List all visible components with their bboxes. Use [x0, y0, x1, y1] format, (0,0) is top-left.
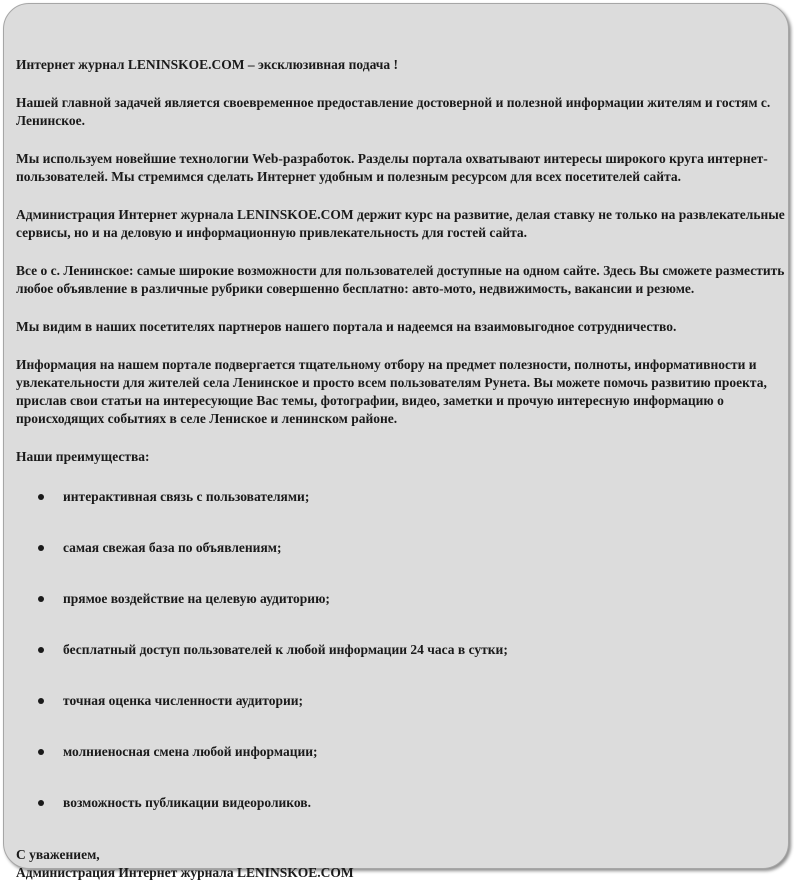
list-item-text: бесплатный доступ пользователей к любой информации 24 часа в сутки;	[63, 642, 508, 657]
list-item-text: самая свежая база по объявлениям;	[63, 540, 282, 555]
bullet-icon	[38, 545, 44, 551]
advantages-heading: Наши преимущества:	[16, 449, 150, 464]
list-item	[16, 590, 788, 608]
paragraph-technologies: Мы используем новейшие технологии Web-разработок. Разделы портала охватывают интересы широкого круга интернет-пользователей. Мы стремимся сделать Интернет удобным и полезным ресурсом для всех посетителей сайта.	[16, 151, 768, 184]
bullet-icon	[38, 596, 44, 602]
text-panel	[3, 3, 789, 880]
list-item	[16, 743, 788, 761]
advantages-list	[16, 488, 788, 812]
bullet-icon	[38, 494, 44, 500]
paragraph-mission: Нашей главной задачей является своевременное предоставление достоверной и полезной информации жителям и гостям с. Ленинское.	[16, 95, 771, 128]
bullet-icon	[38, 800, 44, 806]
paragraph-content-selection: Информация на нашем портале подвергается тщательному отбору на предмет полезности, полноты, информативности и увлекательности для жителей села Ленинское и просто всем пользователям Рунета. Вы можете помочь развитию проекта, прислав свои статьи на интересующие Вас темы, фотографии, видео, заметки и прочую интересную информацию о происходящих событиях в селе Лениское и ленинском районе.	[16, 357, 767, 426]
paragraph-partners: Мы видим в наших посетителях партнеров нашего портала и надеемся на взаимовыгодное сотрудничество.	[16, 319, 677, 334]
paragraph-classifieds: Все о с. Ленинское: самые широкие возможности для пользователей доступные на одном сайте. Здесь Вы сможете разместить любое объявление в различные рубрики совершенно бесплатно: авто-мото, недвижимость, вакансии и резюме.	[16, 263, 785, 296]
document-title: Интернет журнал LENINSKOE.COM – эксклюзивная подача !	[16, 57, 399, 72]
bullet-icon	[38, 647, 44, 653]
bullet-icon	[38, 698, 44, 704]
list-item	[16, 488, 788, 506]
list-item-text: молниеносная смена любой информации;	[63, 744, 318, 759]
list-item-text: точная оценка численности аудитории;	[63, 693, 304, 708]
paragraph-development: Администрация Интернет журнала LENINSKOE.COM держит курс на развитие, делая ставку не только на развлекательные сервисы, но и на деловую и информационную привлекательность для гостей сайта.	[16, 207, 785, 240]
list-item	[16, 794, 788, 812]
list-item	[16, 641, 788, 659]
bullet-icon	[38, 749, 44, 755]
signature-name: Администрация Интернет журнала LENINSKOE.COM	[16, 865, 354, 880]
list-item-text: возможность публикации видеороликов.	[63, 795, 311, 810]
list-item-text: прямое воздействие на целевую аудиторию;	[63, 591, 330, 606]
list-item	[16, 539, 788, 557]
list-item	[16, 692, 788, 710]
signature-greeting: С уважением,	[16, 847, 100, 862]
document-content	[16, 56, 788, 882]
list-item-text: интерактивная связь с пользователями;	[63, 489, 310, 504]
